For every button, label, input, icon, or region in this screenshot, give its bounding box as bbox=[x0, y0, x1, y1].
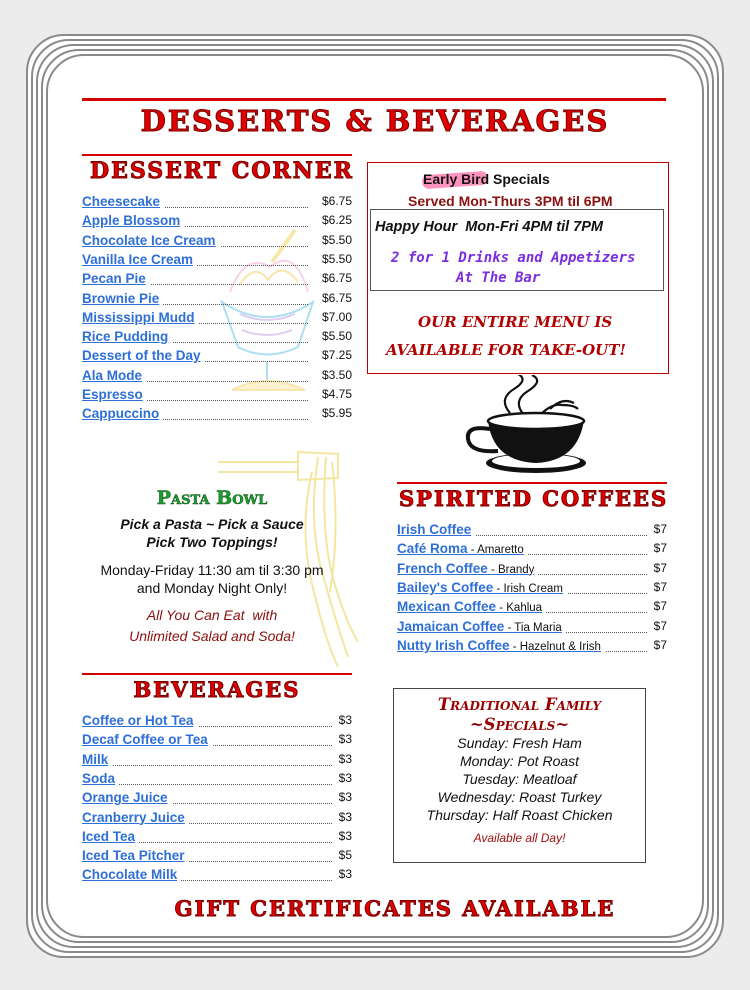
dessert-rule bbox=[82, 154, 352, 156]
pasta-hours-1: Monday-Friday 11:30 am til 3:30 pm bbox=[100, 562, 324, 578]
page-title: DESSERTS & BEVERAGES bbox=[140, 104, 610, 138]
happy-hour-location: At The Bar bbox=[456, 270, 541, 286]
list-item[interactable]: Mississippi Mudd $7.00 bbox=[82, 309, 352, 325]
list-item[interactable]: Orange Juice $3 bbox=[82, 790, 352, 806]
happy-hour-label: Happy Hour Mon-Fri 4PM til 7PM bbox=[375, 219, 603, 235]
list-item[interactable]: Rice Pudding $5.50 bbox=[82, 329, 352, 345]
list-item[interactable]: Chocolate Ice Cream $5.50 bbox=[82, 232, 352, 248]
spirited-heading: SPIRITED COFFEES bbox=[399, 486, 669, 511]
list-item[interactable]: Bailey's Coffee - Irish Cream $7 bbox=[397, 579, 667, 595]
spirited-rule bbox=[397, 482, 667, 484]
pasta-aycel-2: Unlimited Salad and Soda! bbox=[129, 628, 295, 644]
pasta-aycel-1: All You Can Eat with bbox=[146, 607, 278, 623]
family-day: Sunday: Fresh Ham bbox=[457, 735, 582, 751]
list-item[interactable]: Brownie Pie $6.75 bbox=[82, 290, 352, 306]
pasta-line-2: Pick Two Toppings! bbox=[146, 534, 278, 550]
list-item[interactable]: Decaf Coffee or Tea $3 bbox=[82, 732, 352, 748]
family-day: Wednesday: Roast Turkey bbox=[437, 789, 602, 805]
early-bird-hours: Served Mon-Thurs 3PM til 6PM bbox=[408, 193, 613, 209]
list-item[interactable]: French Coffee - Brandy $7 bbox=[397, 560, 667, 576]
family-specials-panel bbox=[393, 688, 646, 863]
takeout-line-2: AVAILABLE FOR TAKE-OUT! bbox=[386, 341, 626, 359]
list-item[interactable]: Café Roma - Amaretto $7 bbox=[397, 541, 667, 557]
family-day: Tuesday: Meatloaf bbox=[462, 771, 577, 787]
family-heading: Traditional Family bbox=[437, 695, 602, 714]
family-note: Available all Day! bbox=[473, 831, 566, 845]
list-item[interactable]: Coffee or Hot Tea $3 bbox=[82, 713, 352, 728]
list-item[interactable]: Jamaican Coffee - Tia Maria $7 bbox=[397, 618, 667, 634]
dessert-heading: DESSERT CORNER bbox=[90, 158, 354, 184]
list-item[interactable]: Chocolate Milk $3 bbox=[82, 867, 352, 883]
pasta-hours-2: and Monday Night Only! bbox=[136, 580, 288, 596]
list-item[interactable]: Apple Blossom $6.25 bbox=[82, 213, 352, 229]
list-item[interactable]: Pecan Pie $6.75 bbox=[82, 271, 352, 287]
list-item[interactable]: Cappuccino $5.95 bbox=[82, 406, 352, 422]
list-item[interactable]: Nutty Irish Coffee - Hazelnut & Irish $7 bbox=[397, 637, 667, 653]
list-item[interactable]: Soda $3 bbox=[82, 770, 352, 786]
early-bird-label: Early Bird Specials bbox=[423, 171, 550, 187]
specials-panel bbox=[367, 162, 669, 374]
list-item[interactable]: Vanilla Ice Cream $5.50 bbox=[82, 251, 352, 267]
takeout-line-1: OUR ENTIRE MENU IS bbox=[418, 313, 613, 331]
list-item[interactable]: Ala Mode $3.50 bbox=[82, 367, 352, 383]
list-item[interactable]: Mexican Coffee - Kahlua $7 bbox=[397, 599, 667, 615]
family-day: Thursday: Half Roast Chicken bbox=[426, 807, 613, 823]
happy-hour-box bbox=[370, 209, 664, 291]
happy-hour-offer: 2 for 1 Drinks and Appetizers bbox=[391, 250, 636, 266]
beverages-rule bbox=[82, 673, 352, 675]
gift-certificates-banner: GIFT CERTIFICATES AVAILABLE bbox=[174, 896, 616, 921]
list-item[interactable]: Irish Coffee $7 bbox=[397, 522, 667, 537]
family-subheading: ~Specials~ bbox=[469, 715, 570, 734]
pasta-heading: Pasta Bowl bbox=[156, 487, 268, 509]
beverages-heading: BEVERAGES bbox=[133, 677, 301, 702]
list-item[interactable]: Espresso $4.75 bbox=[82, 387, 352, 402]
list-item[interactable]: Iced Tea $3 bbox=[82, 828, 352, 844]
list-item[interactable]: Dessert of the Day $7.25 bbox=[82, 348, 352, 364]
coffee-cup-icon bbox=[458, 375, 590, 480]
list-item[interactable]: Iced Tea Pitcher $5 bbox=[82, 848, 352, 864]
pasta-line-1: Pick a Pasta ~ Pick a Sauce bbox=[120, 516, 304, 532]
list-item[interactable]: Cheesecake $6.75 bbox=[82, 194, 352, 209]
list-item[interactable]: Milk $3 bbox=[82, 751, 352, 767]
title-rule bbox=[82, 98, 666, 101]
family-day: Monday: Pot Roast bbox=[459, 753, 580, 769]
list-item[interactable]: Cranberry Juice $3 bbox=[82, 809, 352, 825]
